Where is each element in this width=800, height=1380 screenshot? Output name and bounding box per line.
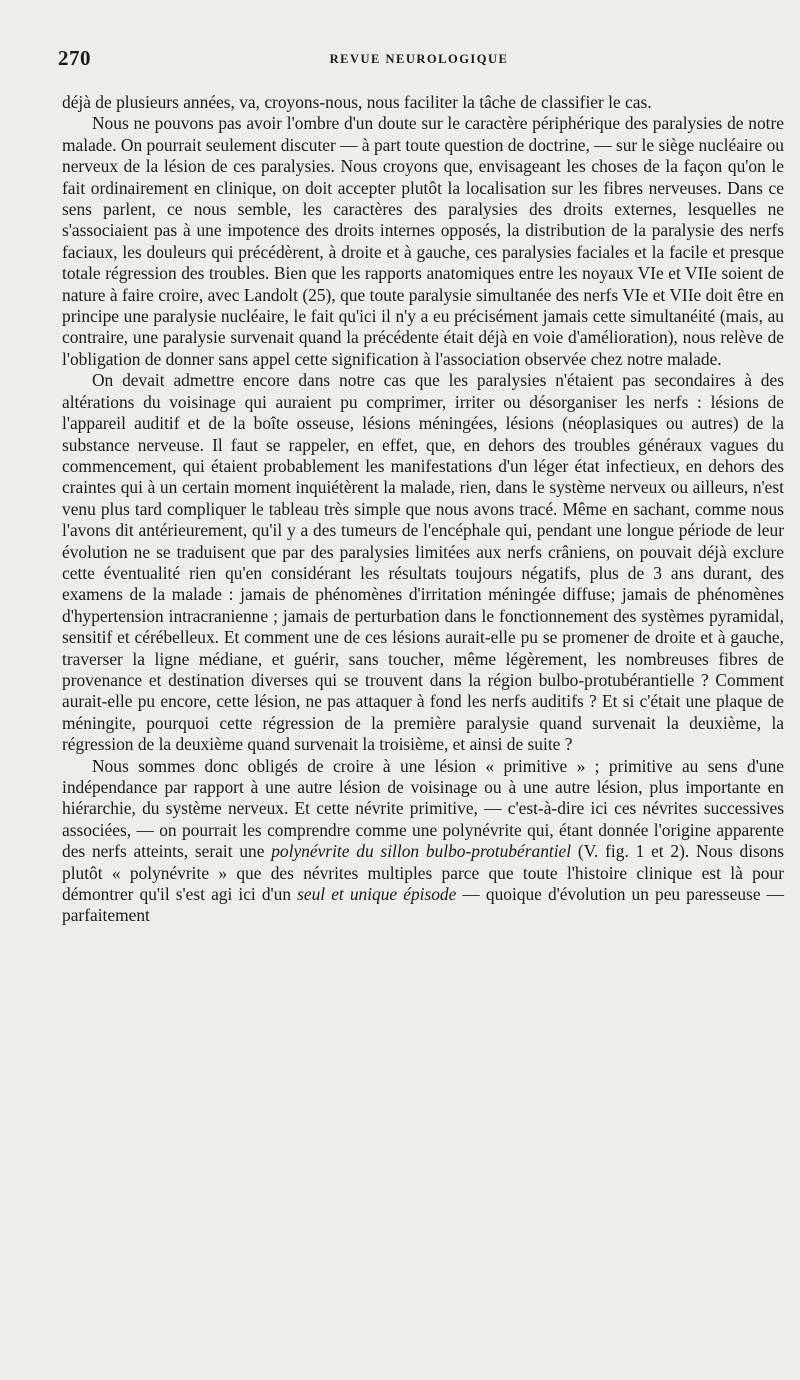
paragraph-2: Nous ne pouvons pas avoir l'ombre d'un doute sur le caractère périphérique des paralysies de notre malade. On pourrait seulement discuter — à part toute question de doctrine, — sur le siège nucléaire ou nerveux de la lésion de ces paralysies. Nous croyons que, envisageant les choses de la façon qu'on le fait ordinairement en clinique, on doit accepter plutôt la localisation sur les fibres nerveuses. Dans ce sens parlent, ce nous semble, les caractères des paralysies des droits externes, lesquelles ne s'associaient pas à une impotence des droits internes opposés, la distribution de la paralysie des nerfs faciaux, les douleurs qui précédèrent, à droite et à gauche, ces paralysies faciales et la facile et presque totale régression des troubles. Bien que les rapports anatomiques entre les noyaux VIe et VIIe soient de nature à faire croire, avec Landolt (25), que toute paralysie simultanée des nerfs VIe et VIIe doit être en principe une paralysie nucléaire, le fait qu'ici il n'y a eu précisément jamais cette simultanéité (mais, au contraire, une paralysie survenait quand la précédente était déjà en voie d'amélioration), nous relève de l'obligation de donner sans appel cette signification à l'association observée chez notre malade. (62, 113, 784, 369)
page-number: 270 (58, 46, 91, 70)
paragraph-3: On devait admettre encore dans notre cas que les paralysies n'étaient pas secondaires à des altérations du voisinage qui auraient pu comprimer, irriter ou désorganiser les nerfs : lésions de l'appareil auditif et de la boîte osseuse, lésions méningées, lésions (néoplasiques ou autres) de la substance nerveuse. Il faut se rappeler, en effet, que, en dehors des troubles généraux vagues du commencement, qui étaient probablement les manifestations d'un léger état infectieux, en dehors des craintes qui à un certain moment inquiétèrent la malade, rien, dans le système nerveux ou ailleurs, n'est venu plus tard compliquer le tableau très simple que nous avons tracé. Même en sachant, comme nous l'avons dit antérieurement, qu'il y a des tumeurs de l'encéphale qui, pendant une longue période de leur évolution ne se traduisent que par des paralysies limitées aux nerfs crâniens, on pouvait déjà exclure cette éventualité rien qu'en considérant les résultats toujours négatifs, plus de 3 ans durant, des examens de la malade : jamais de phénomènes d'irritation méningée diffuse; jamais de phénomènes d'hypertension intracranienne ; jamais de perturbation dans le fonctionnement des systèmes pyramidal, sensitif et cérébelleux. Et comment une de ces lésions aurait-elle pu se promener de droite et à gauche, traverser la ligne médiane, et guérir, sans toucher, même légèrement, les nombreuses fibres de provenance et destination diverses qui se trouvent dans la région bulbo-protubérantielle ? Comment aurait-elle pu encore, cette lésion, ne pas attaquer à fond les nerfs auditifs ? Et si c'était une plaque de méningite, pourquoi cette régression de la première paralysie quand survenait la deuxième, la régression de la deuxième quand survenait la troisième, et ainsi de suite ? (62, 370, 784, 755)
paragraph-4-part-1: Nous sommes donc obligés de croire à une lésion « primitive » ; primitive au sens d'une indépendance par rapport à une autre lésion de voisinage ou à une autre lésion, plus importante en hiérarchie, du système nerveux. Et cette névrite primitive, — c'est-à-dire ici ces névrites successives associées, — on pourrait les comprendre comme une polynévrite qui, étant donnée l'origine apparente des nerfs atteints, serait une (62, 755, 784, 862)
paragraph-4-part-2: (V. fig. 1 et 2). Nous disons plutôt « polynévrite » que des névrites multiples parce que toute l'histoire clinique est là pour démontrer qu'il s'est agi ici d'un (62, 841, 784, 905)
paragraph-4-italic-2: seul et unique épisode (297, 884, 457, 905)
running-title: REVUE NEUROLOGIQUE (329, 52, 509, 66)
paragraph-4 (62, 756, 784, 927)
paragraph-4-italic-1: polynévrite du sillon bulbo-protubérantiel (271, 841, 572, 862)
paragraph-1: déjà de plusieurs années, va, croyons-nous, nous faciliter la tâche de classifier le cas. (62, 92, 652, 112)
body-text (62, 92, 784, 927)
paragraph-4-part-3: — quoique d'évolution un peu paresseuse — parfaitement (62, 884, 784, 926)
page-header (58, 46, 780, 76)
